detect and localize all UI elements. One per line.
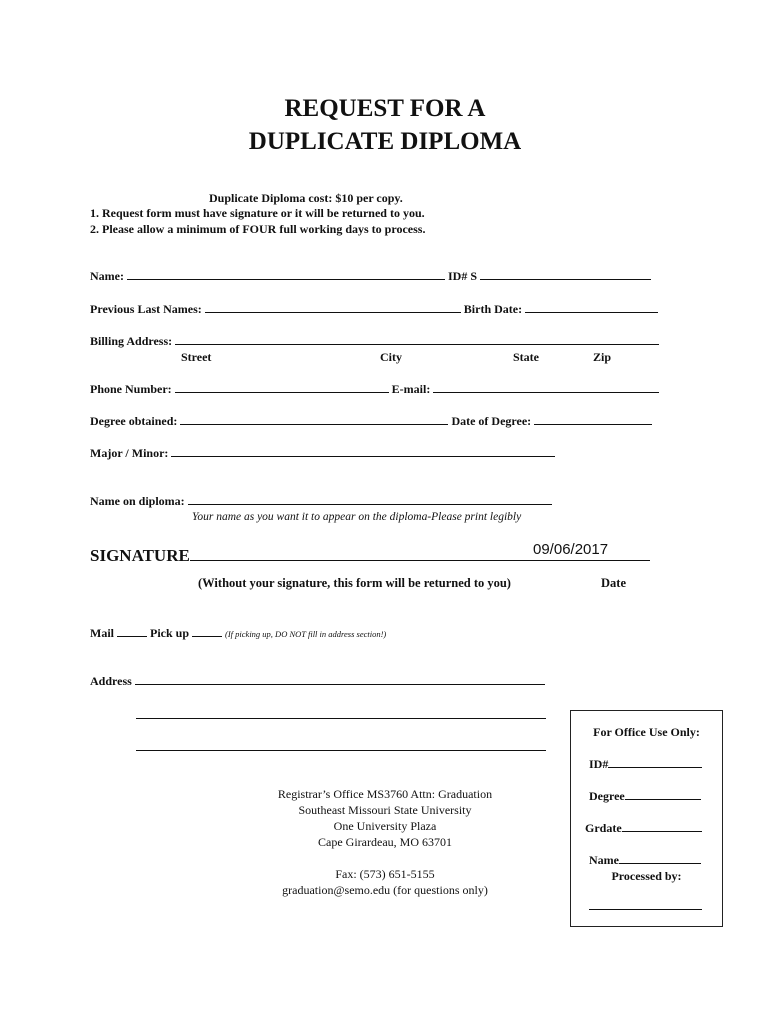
phone-label: Phone Number: — [90, 382, 172, 396]
email-field[interactable] — [433, 382, 659, 393]
office-id-field[interactable] — [608, 757, 702, 768]
diploma-name-hint: Your name as you want it to appear on the diploma-Please print legibly — [192, 511, 522, 523]
office-name-row — [589, 853, 701, 868]
address-line-2[interactable] — [136, 708, 546, 719]
billing-label: Billing Address: — [90, 334, 173, 348]
office-degree-label: Degree — [589, 789, 625, 803]
office-degree-row — [589, 789, 701, 804]
billing-row — [90, 334, 659, 349]
office-use-box — [570, 710, 723, 927]
degree-row — [90, 414, 652, 429]
major-label: Major / Minor: — [90, 446, 169, 460]
office-name-label: Name — [589, 853, 619, 867]
mail-checkbox-field[interactable] — [117, 626, 147, 637]
office-name-field[interactable] — [619, 853, 701, 864]
rule-1: 1. Request form must have signature or it will be returned to you. — [90, 206, 425, 220]
city-caption: City — [380, 350, 402, 364]
previous-names-label: Previous Last Names: — [90, 302, 202, 316]
billing-address-field[interactable] — [175, 334, 659, 345]
registrar-office: Registrar’s Office MS3760 Attn: Graduation — [277, 787, 493, 801]
id-label: ID# S — [447, 269, 477, 283]
registrar-fax: Fax: (573) 651-5155 — [335, 867, 435, 881]
phone-row — [90, 382, 659, 397]
previous-names-row — [90, 302, 658, 317]
pickup-checkbox-field[interactable] — [192, 626, 222, 637]
processed-by-field[interactable] — [589, 899, 702, 910]
pickup-note: (If picking up, DO NOT fill in address section!) — [225, 629, 387, 639]
signature-date-value[interactable]: 09/06/2017 — [533, 541, 609, 558]
birth-date-field[interactable] — [525, 302, 658, 313]
birth-date-label: Birth Date: — [463, 302, 523, 316]
email-label: E-mail: — [391, 382, 431, 396]
major-row — [90, 446, 555, 461]
address-label: Address — [90, 674, 132, 688]
date-of-degree-field[interactable] — [534, 414, 652, 425]
name-field[interactable] — [127, 269, 445, 280]
signature-label: SIGNATURE — [90, 546, 190, 565]
cost-note: Duplicate Diploma cost: $10 per copy. — [209, 191, 403, 205]
zip-caption: Zip — [593, 350, 612, 364]
name-row — [90, 269, 651, 284]
delivery-row — [90, 626, 386, 641]
office-grdate-row — [585, 821, 702, 836]
mail-label: Mail — [90, 626, 114, 640]
address-row — [90, 674, 545, 689]
id-field[interactable] — [480, 269, 651, 280]
degree-label: Degree obtained: — [90, 414, 178, 428]
diploma-name-field[interactable] — [188, 494, 552, 505]
diploma-name-row — [90, 494, 552, 509]
date-caption: Date — [601, 576, 626, 590]
previous-names-field[interactable] — [205, 302, 461, 313]
office-grdate-label: Grdate — [585, 821, 622, 835]
office-use-title: For Office Use Only: — [593, 725, 700, 739]
pickup-label: Pick up — [150, 626, 190, 640]
degree-field[interactable] — [180, 414, 448, 425]
rule-2: 2. Please allow a minimum of FOUR full working days to process. — [90, 222, 426, 236]
address-line-1[interactable] — [135, 674, 545, 685]
office-id-row — [589, 757, 702, 772]
processed-by-label: Processed by: — [611, 869, 682, 883]
page-title-line-2: DUPLICATE DIPLOMA — [248, 128, 522, 155]
diploma-name-label: Name on diploma: — [90, 494, 185, 508]
registrar-street: One University Plaza — [333, 819, 437, 833]
registrar-university: Southeast Missouri State University — [298, 803, 472, 817]
registrar-email: graduation@semo.edu (for questions only) — [282, 883, 488, 897]
major-field[interactable] — [171, 446, 555, 457]
state-caption: State — [513, 350, 539, 364]
office-grdate-field[interactable] — [622, 821, 702, 832]
office-id-label: ID# — [589, 757, 609, 771]
address-line-3[interactable] — [136, 740, 546, 751]
signature-warning: (Without your signature, this form will be returned to you) — [198, 576, 511, 590]
date-of-degree-label: Date of Degree: — [451, 414, 532, 428]
office-degree-field[interactable] — [625, 789, 701, 800]
phone-field[interactable] — [175, 382, 389, 393]
street-caption: Street — [181, 350, 212, 364]
page-title-line-1: REQUEST FOR A — [284, 95, 486, 122]
name-label: Name: — [90, 269, 124, 283]
registrar-city: Cape Girardeau, MO 63701 — [318, 835, 452, 849]
